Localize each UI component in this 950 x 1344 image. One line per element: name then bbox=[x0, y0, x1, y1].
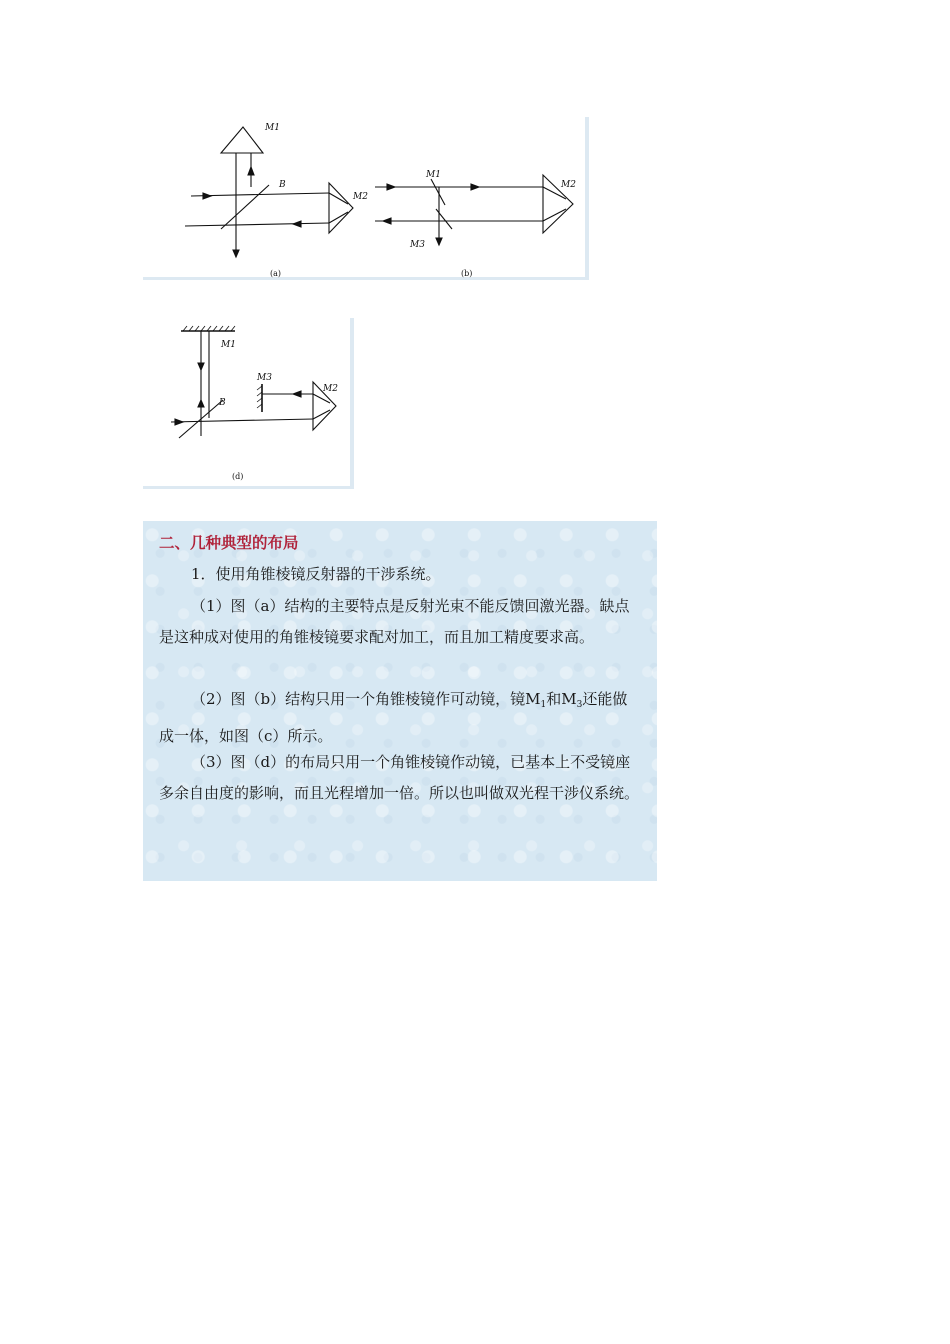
label-m1-a: M1 bbox=[265, 123, 280, 133]
paragraph-2 bbox=[159, 684, 641, 752]
paragraph-3: （3）图（d）的布局只用一个角锥棱镜作动镜，已基本上不受镜座多余自由度的影响，而且光程增加一倍。所以也叫做双光程干涉仪系统。 bbox=[159, 753, 640, 802]
label-m3-d: M3 bbox=[257, 373, 272, 383]
figure-ab bbox=[143, 117, 589, 280]
paragraph-2-part-c: 还能做成一体，如图（c）所示。 bbox=[159, 690, 628, 745]
paragraph-2-part-b: 和M bbox=[546, 690, 577, 708]
mirror-m3-b bbox=[436, 209, 452, 229]
figure-d bbox=[143, 318, 354, 489]
label-m2-a: M2 bbox=[353, 192, 368, 202]
paragraph-1: （1）图（a）结构的主要特点是反射光束不能反馈回激光器。缺点是这种成对使用的角锥棱镜要求配对加工，而且加工精度要求高。 bbox=[159, 597, 630, 646]
subscript-3: 3 bbox=[576, 700, 583, 710]
label-b-a: B bbox=[279, 180, 286, 190]
beam-splitter-a bbox=[221, 185, 269, 229]
text-panel bbox=[143, 521, 657, 881]
caption-b: (b) bbox=[461, 269, 473, 278]
label-m2-d: M2 bbox=[323, 384, 338, 394]
prism-m1-a bbox=[221, 127, 263, 153]
item-1-title: 1．使用角锥棱镜反射器的干涉系统。 bbox=[191, 565, 441, 583]
label-m1-b: M1 bbox=[426, 170, 441, 180]
prism-m2-a bbox=[329, 183, 353, 233]
caption-a: (a) bbox=[270, 269, 282, 278]
caption-d: (d) bbox=[232, 472, 244, 481]
figure-d-diagram bbox=[143, 318, 354, 489]
paragraph-2-part-a: （2）图（b）结构只用一个角锥棱镜作可动镜，镜M bbox=[191, 690, 541, 708]
section-heading: 二、几种典型的布局 bbox=[159, 534, 299, 552]
label-m2-b: M2 bbox=[561, 180, 576, 190]
label-m1-d: M1 bbox=[221, 340, 236, 350]
subscript-1: 1 bbox=[540, 700, 547, 710]
label-m3-b: M3 bbox=[410, 240, 425, 250]
label-b-d: B bbox=[219, 398, 226, 408]
mirror-m1-b bbox=[431, 179, 445, 205]
figure-ab-diagram bbox=[143, 117, 589, 280]
